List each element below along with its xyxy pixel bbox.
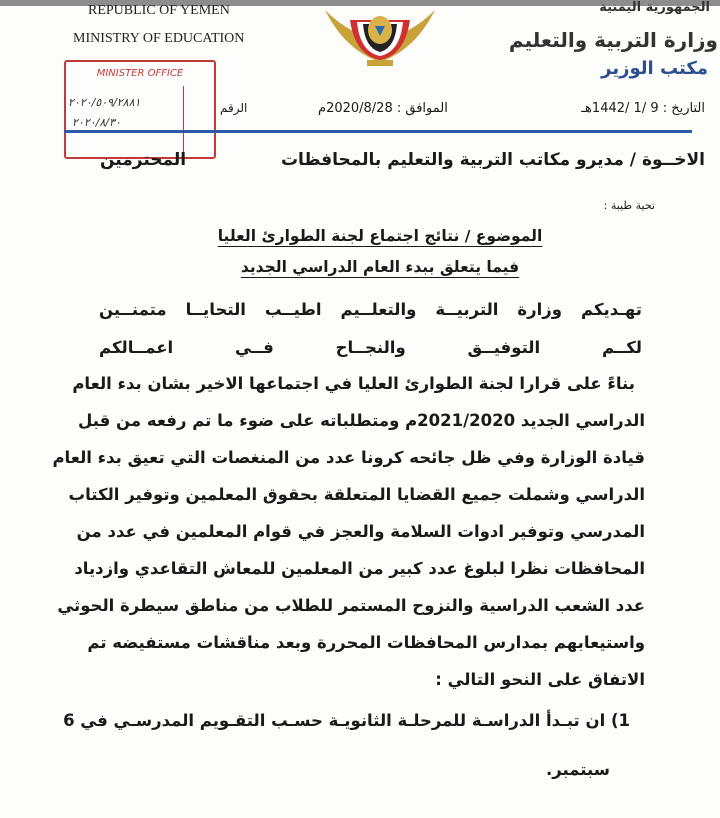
letterhead-ar-3: مكتب الوزير	[601, 58, 708, 79]
gregorian-date: الموافق : 2020/8/28م	[318, 101, 448, 116]
handwritten-date: ٢٠٢٠/٨/٣٠	[72, 116, 121, 129]
opening-line-1: تهـديكم وزارة التربيــة والتعلــيم اطيــب التحايــا متمنــين	[99, 300, 642, 319]
letterhead-en-2: MINISTRY OF EDUCATION	[73, 31, 245, 46]
received-stamp	[64, 60, 216, 159]
ref-label: الرقم	[220, 101, 248, 115]
header-rule	[64, 130, 692, 133]
letterhead-ar-2: وزارة التربية والتعليم	[508, 28, 718, 52]
stamp-column	[183, 86, 206, 152]
body-line: عدد الشعب الدراسية والنزوح المستمر للطلاب من مناطق سيطرة الحوثي	[57, 596, 645, 615]
item-1-line-1: 1) ان تبـدأ الدراسـة للمرحلـة الثانويـة حسـب التقـويم المدرسـي في 6	[63, 711, 630, 730]
hijri-date: التاريخ : 9 /1 /1442هـ	[581, 101, 705, 116]
body-line: الدراسي الجديد 2021/2020م ومتطلباته على ضوء ما تم رفعه من قبل	[78, 411, 645, 430]
body-line: بناءً على قرارا لجنة الطوارئ العليا في اجتماعها الاخير بشان بدء العام	[72, 374, 635, 393]
handwritten-ref: ٢٠٢٠/٥٠٩/٢٨٨١	[68, 96, 141, 109]
body-line: المحافظات نظرا لبلوغ عدد كبير من المعلمين للمعاش التقاعدي وازدياد	[74, 559, 645, 578]
body-line: المدرسي وتوفير ادوات السلامة والعجز في قوام المعلمين في عدد من	[76, 522, 645, 541]
letterhead-ar-1: الجمهورية اليمنية	[599, 0, 710, 15]
body-last-line: الاتفاق على النحو التالي :	[435, 670, 645, 689]
addressee: الاخــوة / مديرو مكاتب التربية والتعليم بالمحافظات	[280, 150, 705, 170]
yemen-emblem-icon	[315, 0, 445, 68]
letterhead-en-1: REPUBLIC OF YEMEN	[88, 3, 230, 18]
stamp-title: MINISTER OFFICE	[96, 68, 184, 79]
honorific: المحترمين	[100, 150, 187, 170]
body-line: قيادة الوزارة وفي ظل جائحه كرونا عدد من المنغصات التي تعيق بدء العام	[52, 448, 645, 467]
body-line: الدراسي وشملت جميع القضايا المتعلقة بحقوق المعلمين وتوفير الكتاب	[68, 485, 645, 504]
item-1-line-2: سبتمبر.	[545, 760, 610, 779]
subject-line-2: فيما يتعلق ببدء العام الدراسي الجديد	[240, 258, 520, 276]
body-line: واستيعابهم بمدارس المحافظات المحررة وبعد مناقشات مستفيضه تم	[87, 633, 645, 652]
greeting: تحية طيبة :	[603, 199, 655, 212]
opening-line-2: لكــم التوفيــق والنجــاح فــي اعمــالكم	[99, 338, 642, 357]
subject-line-1: الموضوع / نتائج اجتماع لجنة الطوارئ العليا	[217, 227, 543, 245]
